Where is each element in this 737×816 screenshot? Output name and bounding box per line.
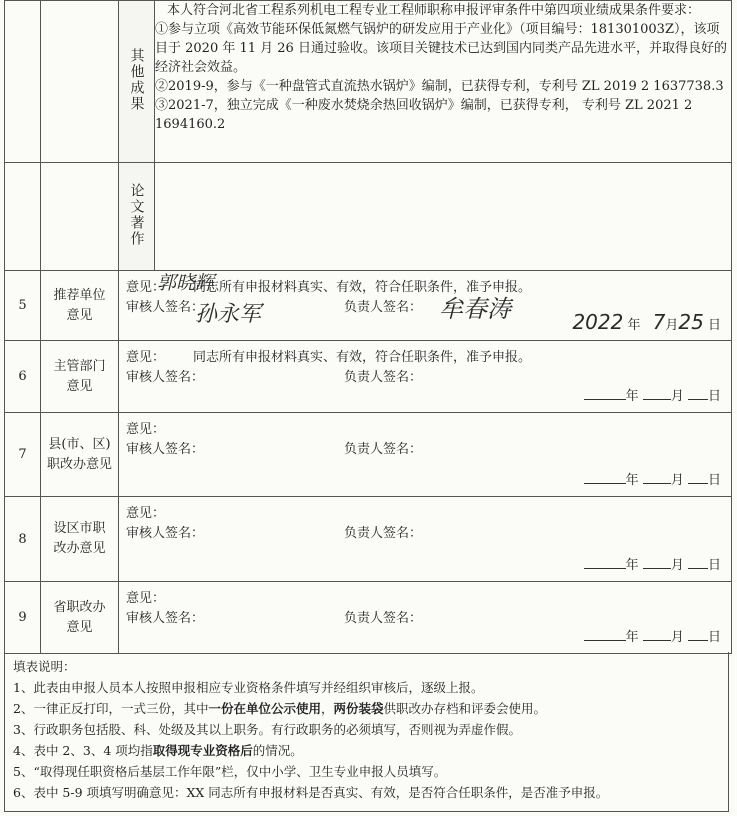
leader-signature-label: 负责人签名： — [344, 370, 423, 385]
handwritten-name-signature: 郭晓辉 — [157, 272, 215, 294]
opinion-line — [126, 346, 531, 365]
year-char: 年 — [625, 473, 639, 488]
instruction-6: 6、表中 5-9 项填写明确意见：XX 同志所有申报材料是否真实、有效，是否符合任职条件，是否准予申报。 — [13, 785, 609, 800]
opinion-cell[interactable] — [119, 497, 732, 582]
opinion-row-5 — [5, 271, 732, 341]
instruction-2 — [13, 698, 720, 719]
leader-signature-label: 负责人签名： — [344, 300, 423, 315]
leader-signature-label: 负责人签名： — [344, 442, 423, 457]
day-char: 日 — [707, 558, 721, 573]
opinion-cell[interactable] — [119, 582, 732, 654]
day-blank[interactable] — [688, 471, 708, 484]
day-blank[interactable] — [688, 556, 708, 569]
reviewer-signature-label: 审核人签名： — [126, 611, 205, 626]
reviewer-signature-label: 审核人签名： — [126, 442, 205, 457]
opinion-cell[interactable] — [119, 413, 732, 497]
date-field — [584, 469, 721, 488]
instruction-2-head: 2、一律正反打印，一式三份，其中 — [13, 701, 209, 716]
opinion-row-6 — [5, 341, 732, 413]
day-blank[interactable] — [688, 387, 708, 400]
opinion-prefix: 意见： — [126, 591, 166, 606]
leader-signature-label: 负责人签名： — [344, 611, 423, 626]
reviewer-signature-label: 审核人签名： — [126, 370, 205, 385]
blank-num-cell — [5, 1, 41, 163]
instruction-4-bold: 取得现专业资格后 — [152, 743, 253, 758]
achievement-item-1: ①参与立项《高效节能环保低氮燃气锅炉的研发应用于产业化》（项目编号：18130100​3Z），该项目于 2020 年 11 月 26 日通过验收。该项目关键技术已达到国内同类产品先进水平，并取得良好的经济社会效益。 — [155, 22, 727, 75]
month-char: 月 — [670, 630, 684, 645]
instruction-2-sep: ， — [320, 701, 334, 716]
year-blank[interactable] — [584, 628, 626, 641]
opinion-text: 同志所有申报材料真实、有效，符合任职条件，准予申报。 — [193, 350, 532, 365]
achievement-side-label: 其他成果 — [128, 47, 145, 112]
month-blank[interactable] — [643, 556, 671, 569]
row-label: 县(市、区)职改办意见 — [41, 413, 119, 497]
year-char: 年 — [625, 389, 639, 404]
blank-label-cell — [41, 1, 119, 163]
month-char: 月 — [670, 473, 684, 488]
blank-label-cell — [41, 163, 119, 271]
instruction-1: 1、此表由申报人员本人按照申报相应专业资格条件填写并经组织审核后，逐级上报。 — [13, 680, 484, 695]
row-number: 5 — [5, 271, 41, 341]
opinion-prefix: 意见： — [126, 506, 166, 521]
month-blank[interactable] — [643, 628, 671, 641]
row-label: 主管部门意见 — [41, 341, 119, 413]
achievement-item-3: ③2021-7，独立完成《一种废水焚烧余热回收锅炉》编制，已获得专利， 专利号 ZL 2021 2 1694160.2 — [155, 98, 693, 132]
month-blank[interactable] — [643, 387, 671, 400]
opinion-line — [126, 587, 165, 606]
opinion-row-8 — [5, 497, 732, 582]
instruction-4-head: 4、表中 2、3、4 项均指 — [13, 743, 153, 758]
achievement-header: 本人符合河北省工程系列机电工程专业工程师职称申报评审条件中第四项业绩成果条件要求： — [167, 3, 701, 18]
opinion-prefix: 意见： — [126, 280, 166, 295]
leader-signature-label: 负责人签名： — [344, 526, 423, 541]
opinion-prefix: 意见： — [126, 350, 166, 365]
reviewer-signature-label: 审核人签名： — [126, 526, 205, 541]
instruction-3: 3、行政职务包括股、科、处级及其以上职务。有行政职务的必须填写，否则视为弄虚作假。 — [13, 722, 521, 737]
year-blank[interactable] — [584, 471, 626, 484]
year-char: 年 — [627, 318, 641, 333]
month-blank[interactable] — [643, 471, 671, 484]
instruction-4 — [13, 740, 720, 761]
opinion-cell[interactable] — [119, 341, 732, 413]
opinion-line — [126, 502, 165, 521]
date-day-handwritten: 25 — [678, 310, 704, 334]
form-instructions — [4, 652, 729, 812]
papers-row — [5, 163, 732, 271]
instruction-2-bold-1: 一份在单位公示使用 — [208, 701, 321, 716]
day-blank[interactable] — [688, 628, 708, 641]
row-number: 8 — [5, 497, 41, 582]
opinion-prefix: 意见： — [126, 422, 166, 437]
handwritten-reviewer-signature: 孙永军 — [195, 302, 262, 327]
instruction-4-tail: 的情况。 — [252, 743, 303, 758]
opinion-row-9 — [5, 582, 732, 654]
achievement-row — [5, 1, 732, 163]
achievement-side-label-cell — [119, 1, 155, 163]
row-label: 推荐单位意见 — [41, 271, 119, 341]
opinion-line — [126, 418, 165, 437]
opinion-row-7 — [5, 413, 732, 497]
date-field — [584, 385, 721, 404]
papers-side-label: 论文著作 — [128, 182, 145, 247]
opinion-cell[interactable] — [119, 271, 732, 341]
year-char: 年 — [625, 558, 639, 573]
instruction-2-tail: 供职改办存档和评委会使用。 — [383, 701, 547, 716]
achievement-content — [155, 1, 732, 163]
date-month-handwritten: 7 — [652, 310, 666, 334]
row-label: 省职改办意见 — [41, 582, 119, 654]
row-label: 设区市职改办意见 — [41, 497, 119, 582]
review-form-table — [4, 0, 732, 654]
year-char: 年 — [625, 630, 639, 645]
papers-content[interactable] — [155, 163, 732, 271]
signed-date — [572, 310, 721, 334]
row-number: 7 — [5, 413, 41, 497]
instruction-2-bold-2: 两份装袋 — [333, 701, 384, 716]
row-number: 6 — [5, 341, 41, 413]
day-char: 日 — [707, 630, 721, 645]
papers-side-label-cell — [119, 163, 155, 271]
date-field — [584, 554, 721, 573]
day-char: 日 — [707, 473, 721, 488]
month-char: 月 — [670, 389, 684, 404]
instruction-5: 5、“取得现任职资格后基层工作年限”栏，仅中小学、卫生专业申报人员填写。 — [13, 764, 447, 779]
month-char: 月 — [665, 318, 679, 333]
day-char: 日 — [707, 389, 721, 404]
instructions-title: 填表说明： — [13, 659, 76, 674]
blank-num-cell — [5, 163, 41, 271]
month-char: 月 — [670, 558, 684, 573]
day-char: 日 — [707, 318, 721, 333]
date-field — [584, 626, 721, 645]
date-year-handwritten: 2022 — [572, 310, 624, 334]
year-blank[interactable] — [584, 556, 626, 569]
handwritten-leader-signature: 牟春涛 — [439, 295, 511, 323]
reviewer-signature-label: 审核人签名： — [126, 300, 205, 315]
row-number: 9 — [5, 582, 41, 654]
opinion-text: 同志所有申报材料真实、有效，符合任职条件，准予申报。 — [193, 280, 532, 295]
year-blank[interactable] — [584, 387, 626, 400]
achievement-item-2: ②2019-9，参与《一种盘管式直流热水锅炉》编制，已获得专利，专利号 ZL 2019 2 1637738.3 — [155, 79, 724, 94]
